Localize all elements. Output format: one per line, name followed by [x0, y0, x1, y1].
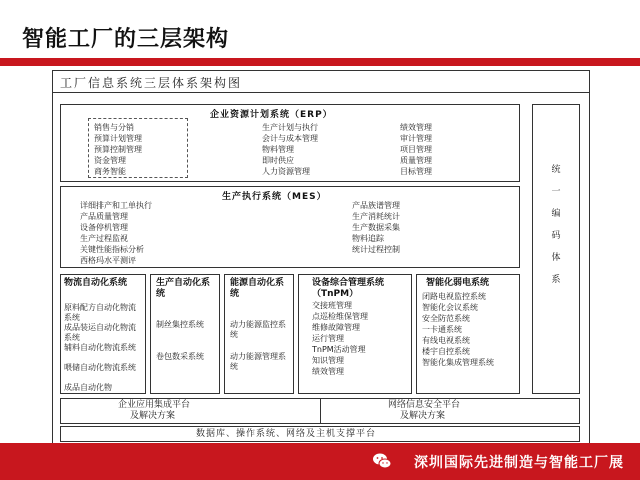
erp-item: 预算控制管理 [94, 145, 142, 154]
system-item: 智能化集成管理系统 [422, 358, 494, 367]
integration-platform: 企业应用集成平台 [118, 400, 191, 410]
system-item: 制丝集控系统 [156, 320, 204, 329]
erp-item: 资金管理 [94, 156, 126, 165]
system-item: 楼宇自控系统 [422, 347, 470, 356]
erp-item: 会计与成本管理 [262, 134, 318, 143]
mes-item: 物料追踪 [352, 234, 384, 243]
mes-item: 生产消耗统计 [352, 212, 400, 221]
mes-title: 生产执行系统（MES） [222, 192, 327, 202]
erp-item: 物料管理 [262, 145, 294, 154]
system-item: 动力能源管理系统 [230, 352, 286, 371]
system-item: 动力能源监控系统 [230, 320, 286, 339]
erp-item: 项目管理 [400, 145, 432, 154]
mes-item: 产品质量管理 [80, 212, 128, 221]
security-platform: 网络信息安全平台 [388, 400, 461, 410]
footer-brand: 深圳国际先进制造与智能工厂展 [414, 455, 624, 471]
mes-item: 产品族谱管理 [352, 201, 400, 210]
system-title: 生产自动化系统 [156, 278, 211, 299]
diagram-title-rule [52, 92, 590, 93]
erp-title: 企业资源计划系统（ERP） [210, 110, 333, 120]
system-item: 安全防范系统 [422, 314, 470, 323]
system-title: 物流自动化系统 [64, 278, 128, 288]
system-item: 智能化会议系统 [422, 303, 478, 312]
system-item: 知识管理 [312, 356, 344, 365]
system-item: 原料配方自动化物流系统 [64, 303, 136, 322]
system-item: 辅料自动化物流系统 [64, 343, 136, 352]
system-item: 运行管理 [312, 334, 344, 343]
base-platform: 数据库、操作系统、网络及主机支撑平台 [196, 429, 377, 439]
system-item: 一卡通系统 [422, 325, 462, 334]
mes-item: 统计过程控制 [352, 245, 400, 254]
system-item: 卷包数采系统 [156, 352, 204, 361]
erp-item: 绩效管理 [400, 123, 432, 132]
system-item: 维修故障管理 [312, 323, 360, 332]
system-item: 绩效管理 [312, 367, 344, 376]
unified-coding-char: 体 [551, 253, 561, 263]
mes-item: 设备停机管理 [80, 223, 128, 232]
erp-item: 即时供应 [262, 156, 294, 165]
mes-item: 西格玛水平测评 [80, 256, 136, 265]
system-title: 智能化弱电系统 [426, 278, 490, 288]
system-item: 交接班管理 [312, 301, 352, 310]
erp-item: 商务智能 [94, 167, 126, 176]
system-item: 点巡检维保管理 [312, 312, 368, 321]
erp-item: 预算计划管理 [94, 134, 142, 143]
system-item: 喂储自动化物流系统 [64, 363, 136, 372]
title-divider [0, 58, 640, 66]
system-item: TnPM活动管理 [312, 345, 366, 354]
erp-item: 质量管理 [400, 156, 432, 165]
mes-item: 关键性能指标分析 [80, 245, 144, 254]
system-title: 能源自动化系统 [230, 278, 285, 299]
system-item: 有线电视系统 [422, 336, 470, 345]
unified-coding-char: 统 [551, 165, 561, 175]
wechat-icon [372, 451, 392, 471]
system-title: 设备综合管理系统（TnPM） [312, 278, 385, 299]
erp-item: 生产计划与执行 [262, 123, 318, 132]
platform-divider [320, 398, 321, 424]
unified-coding-char: 一 [551, 187, 561, 197]
system-item: 闭路电视监控系统 [422, 292, 486, 301]
footer-bar [0, 443, 640, 480]
erp-item: 目标管理 [400, 167, 432, 176]
erp-item: 人力资源管理 [262, 167, 310, 176]
page-title: 智能工厂的三层架构 [22, 27, 230, 52]
unified-coding-char: 系 [551, 275, 561, 285]
diagram-title: 工厂信息系统三层体系架构图 [60, 76, 243, 90]
system-item: 成品装运自动化物流系统 [64, 323, 136, 342]
erp-item: 审计管理 [400, 134, 432, 143]
system-item: 成品自动化物 [64, 383, 112, 392]
unified-coding-char: 码 [551, 231, 561, 241]
mes-item: 生产过程监视 [80, 234, 128, 243]
mes-item: 生产数据采集 [352, 223, 400, 232]
unified-coding-char: 编 [551, 209, 561, 219]
mes-item: 详细排产和工单执行 [80, 201, 152, 210]
security-platform-sub: 及解决方案 [400, 411, 446, 421]
erp-item: 销售与分销 [94, 123, 134, 132]
integration-platform-sub: 及解决方案 [130, 411, 176, 421]
